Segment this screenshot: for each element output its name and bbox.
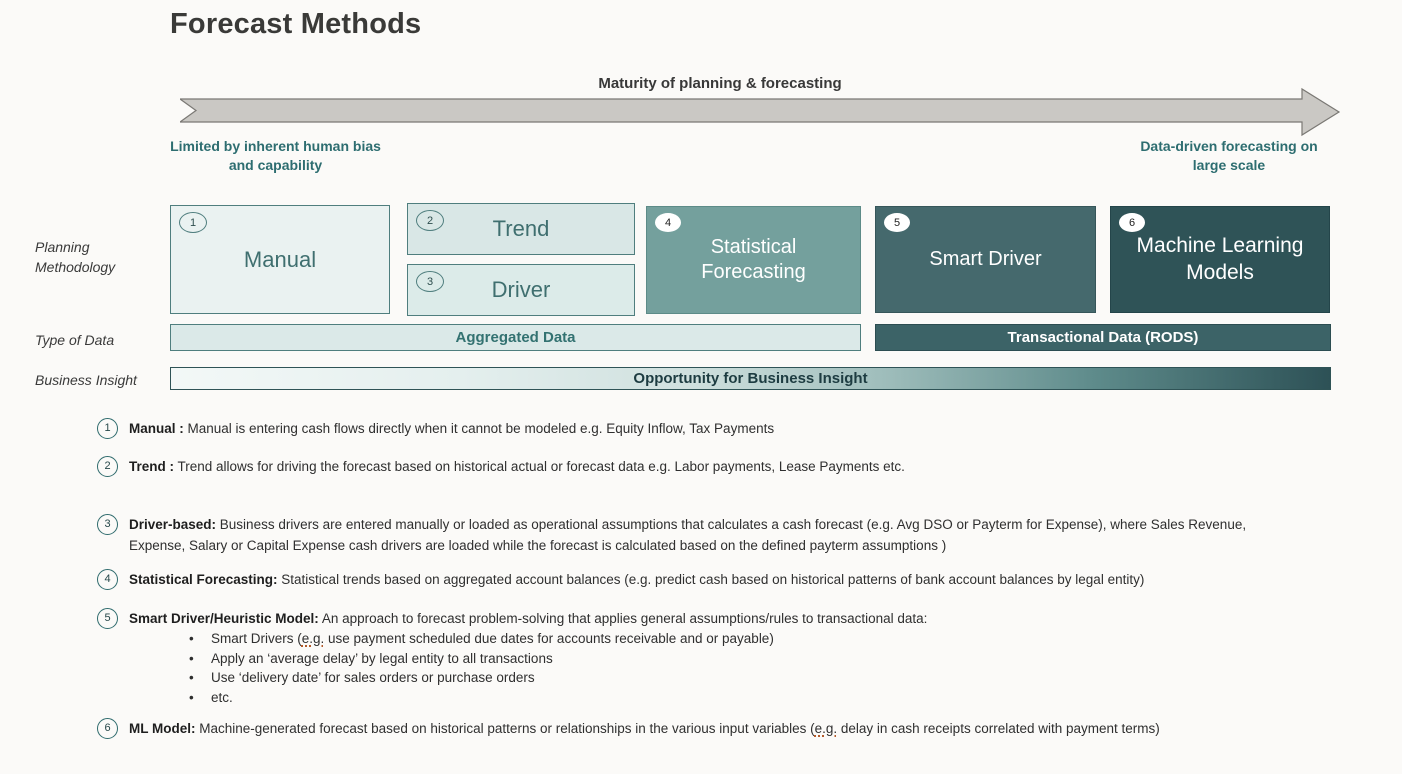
note-number-badge: 2 <box>97 456 118 477</box>
method-box-driver <box>407 264 635 316</box>
bullet-item: • Smart Drivers (e.g. use payment scheduled due dates for accounts receivable and or payable) <box>189 631 774 646</box>
method-number-badge: 2 <box>416 210 444 231</box>
row-label-planning-methodology: Planning Methodology <box>35 239 116 275</box>
note-manual <box>97 418 1382 439</box>
note-driver-based <box>97 514 1382 556</box>
method-label: Driver <box>491 277 551 303</box>
maturity-arrow-label: Maturity of planning & forecasting <box>598 75 842 92</box>
note-text: Statistical trends based on aggregated account balances (e.g. predict cash based on historical patterns of bank account balances by legal entity) <box>277 572 1145 587</box>
transactional-data-bar: Transactional Data (RODS) <box>875 324 1331 351</box>
row-label-type-of-data: Type of Data <box>35 332 115 348</box>
note-term: Manual : <box>129 421 184 436</box>
note-smart-driver <box>97 608 1382 629</box>
right-maturity-caption: Data-driven forecasting on large scale <box>1140 138 1318 173</box>
method-number-badge: 4 <box>655 213 681 232</box>
maturity-arrow-icon <box>180 86 1342 138</box>
note-number-badge: 5 <box>97 608 118 629</box>
note-number-badge: 4 <box>97 569 118 590</box>
method-box-smart-driver <box>875 206 1096 313</box>
note-text: Business drivers are entered manually or loaded as operational assumptions that calculates a cash forecast (e.g. Avg DSO or Payterm for Expense), where Sales Revenue, Expense, Salary or Capital Expense cash drivers are loaded while the forecast is calculated based on the defined payterm assumptions ) <box>129 517 1247 553</box>
method-number-badge: 5 <box>884 213 910 232</box>
note-number-badge: 1 <box>97 418 118 439</box>
note-trend <box>97 456 1382 477</box>
bullet-item: • Use ‘delivery date’ for sales orders or purchase orders <box>189 670 535 685</box>
method-label: Manual <box>243 246 317 272</box>
bullet-item: • Apply an ‘average delay’ by legal entity to all transactions <box>189 650 553 666</box>
note-term: Statistical Forecasting: <box>129 572 278 587</box>
bullet-item: • etc. <box>189 689 233 705</box>
method-number-badge: 6 <box>1119 213 1145 232</box>
method-label: Smart Driver <box>929 248 1042 270</box>
method-label: Machine Learning Models <box>1136 234 1304 284</box>
note-statistical-forecasting <box>97 569 1382 590</box>
page-title: Forecast Methods <box>170 8 422 40</box>
note-text: Machine-generated forecast based on historical patterns or relationships in the various input variables ( <box>195 721 815 736</box>
row-label-business-insight: Business Insight <box>35 372 137 388</box>
note-term: ML Model: <box>129 721 196 736</box>
note-ml-model: 6 ML Model: Machine-generated forecast based on historical patterns or relationships in the various input variables (e.g. delay in cash receipts correlated with payment terms) <box>97 718 1382 739</box>
note-term: Smart Driver/Heuristic Model: <box>129 611 319 626</box>
opportunity-insight-bar: Opportunity for Business Insight <box>170 367 1331 390</box>
note-text: An approach to forecast problem-solving that applies general assumptions/rules to transactional data: <box>318 611 928 626</box>
method-box-statistical-forecasting <box>646 206 861 314</box>
method-box-manual <box>170 205 390 314</box>
left-maturity-caption: Limited by inherent human bias and capability <box>170 138 381 173</box>
note-number-badge: 6 <box>97 718 118 739</box>
smart-driver-bullet-list <box>185 629 1285 707</box>
note-number-badge: 3 <box>97 514 118 535</box>
note-term: Driver-based: <box>129 517 217 532</box>
aggregated-data-bar: Aggregated Data <box>170 324 861 351</box>
method-number-badge: 1 <box>179 212 207 233</box>
method-box-trend <box>407 203 635 255</box>
note-text: Manual is entering cash flows directly when it cannot be modeled e.g. Equity Inflow, Tax Payments <box>183 421 775 436</box>
method-box-machine-learning-models <box>1110 206 1330 313</box>
method-label: Trend <box>492 216 550 242</box>
note-term: Trend : <box>129 459 175 474</box>
note-text: Trend allows for driving the forecast based on historical actual or forecast data e.g. Labor payments, Lease Payments etc. <box>174 459 905 474</box>
method-label: Statistical Forecasting <box>701 236 806 283</box>
method-number-badge: 3 <box>416 271 444 292</box>
